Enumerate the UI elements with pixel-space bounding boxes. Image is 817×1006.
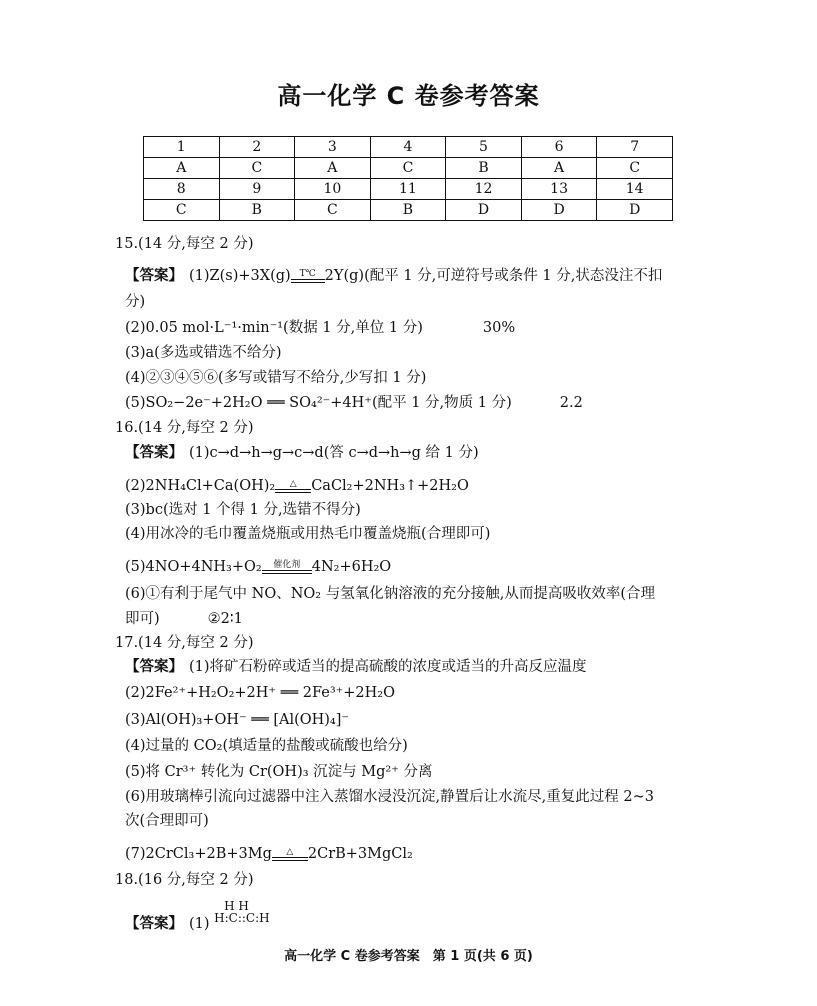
q15-answer-1-cont: 分)	[125, 294, 146, 310]
table-cell: 3	[295, 137, 371, 158]
q17-answer-1: 【答案】 (1)将矿石粉碎或适当的提高硫酸的浓度或适当的升高反应温度	[125, 659, 587, 675]
q16-answer-5: (5)4NO+4NH₃+O₂ 催化剂 4N₂+6H₂O	[125, 559, 392, 575]
q17-answer-6: (6)用玻璃棒引流向过滤器中注入蒸馏水浸没沉淀,静置后让水流尽,重复此过程 2~3	[125, 789, 654, 805]
table-cell: C	[144, 200, 220, 221]
q16-answer-3: (3)bc(选对 1 个得 1 分,选错不得分)	[125, 502, 361, 518]
table-cell: 1	[144, 137, 220, 158]
q18-header: 18.(16 分,每空 2 分)	[115, 872, 254, 888]
table-cell: B	[219, 200, 295, 221]
table-cell: 14	[597, 179, 673, 200]
reversible-arrow: T℃	[291, 269, 325, 283]
table-cell: A	[521, 158, 597, 179]
heat-arrow: △	[275, 479, 311, 493]
table-cell: 6	[521, 137, 597, 158]
table-cell: 7	[597, 137, 673, 158]
heat-arrow: △	[272, 847, 308, 861]
table-cell: A	[295, 158, 371, 179]
q17-answer-2: (2)2Fe²⁺+H₂O₂+2H⁺ ══ 2Fe³⁺+2H₂O	[125, 685, 395, 701]
q15-answer-4: (4)②③④⑤⑥(多写或错写不给分,少写扣 1 分)	[125, 370, 427, 386]
table-cell: 11	[370, 179, 446, 200]
table-cell: 5	[446, 137, 522, 158]
table-cell: D	[446, 200, 522, 221]
table-cell: B	[370, 200, 446, 221]
table-cell: D	[597, 200, 673, 221]
q15-answer-1: 【答案】 (1)Z(s)+3X(g) T℃ 2Y(g)(配平 1 分,可逆符号或条件 1 分,状态没注不扣	[125, 268, 663, 284]
catalyst-arrow: 催化剂	[262, 560, 312, 574]
q15-header: 15.(14 分,每空 2 分)	[115, 236, 254, 252]
table-cell: 13	[521, 179, 597, 200]
table-cell: D	[521, 200, 597, 221]
table-cell: C	[219, 158, 295, 179]
q16-answer-6: (6)①有利于尾气中 NO、NO₂ 与氢氧化钠溶液的充分接触,从而提高吸收效率(合理	[125, 586, 655, 602]
q16-answer-4: (4)用冰冷的毛巾覆盖烧瓶或用热毛巾覆盖烧瓶(合理即可)	[125, 526, 491, 542]
q17-answer-5: (5)将 Cr³⁺ 转化为 Cr(OH)₃ 沉淀与 Mg²⁺ 分离	[125, 764, 433, 780]
table-cell: C	[597, 158, 673, 179]
table-row	[144, 179, 673, 200]
table-cell: 4	[370, 137, 446, 158]
q16-answer-2: (2)2NH₄Cl+Ca(OH)₂ △ CaCl₂+2NH₃↑+2H₂O	[125, 478, 469, 494]
q17-answer-3: (3)Al(OH)₃+OH⁻ ══ [Al(OH)₄]⁻	[125, 712, 350, 728]
q17-header: 17.(14 分,每空 2 分)	[115, 635, 254, 651]
q16-answer-6-cont: 即可) ②2∶1	[125, 611, 243, 627]
q15-answer-3: (3)a(多选或错选不给分)	[125, 345, 282, 361]
q17-answer-6-cont: 次(合理即可)	[125, 813, 209, 829]
table-row	[144, 137, 673, 158]
ethylene-lewis-structure: H H H:C::C:H	[214, 899, 270, 925]
page-title: 高一化学 C 卷参考答案	[277, 82, 540, 110]
table-cell: 2	[219, 137, 295, 158]
table-cell: 9	[219, 179, 295, 200]
q15-answer-5: (5)SO₂−2e⁻+2H₂O ══ SO₄²⁻+4H⁺(配平 1 分,物质 1 分) 2.2	[125, 395, 583, 411]
table-cell: 12	[446, 179, 522, 200]
q16-header: 16.(14 分,每空 2 分)	[115, 420, 254, 436]
table-cell: 10	[295, 179, 371, 200]
q18-answer-1: 【答案】 (1) H H H:C::C:H	[125, 899, 270, 932]
table-row	[144, 200, 673, 221]
table-cell: C	[295, 200, 371, 221]
q17-answer-7: (7)2CrCl₃+2B+3Mg △ 2CrB+3MgCl₂	[125, 846, 413, 862]
q16-answer-1: 【答案】 (1)c→d→h→g→c→d(答 c→d→h→g 给 1 分)	[125, 445, 479, 461]
answer-tag: 【答案】	[125, 268, 183, 284]
page-footer: 高一化学 C 卷参考答案 第 1 页(共 6 页)	[284, 949, 533, 964]
table-cell: C	[370, 158, 446, 179]
answer-table	[143, 136, 673, 221]
table-row	[144, 158, 673, 179]
table-cell: A	[144, 158, 220, 179]
q17-answer-4: (4)过量的 CO₂(填适量的盐酸或硫酸也给分)	[125, 738, 408, 754]
q15-answer-2: (2)0.05 mol·L⁻¹·min⁻¹(数据 1 分,单位 1 分) 30%	[125, 320, 516, 336]
table-cell: 8	[144, 179, 220, 200]
table-cell: B	[446, 158, 522, 179]
